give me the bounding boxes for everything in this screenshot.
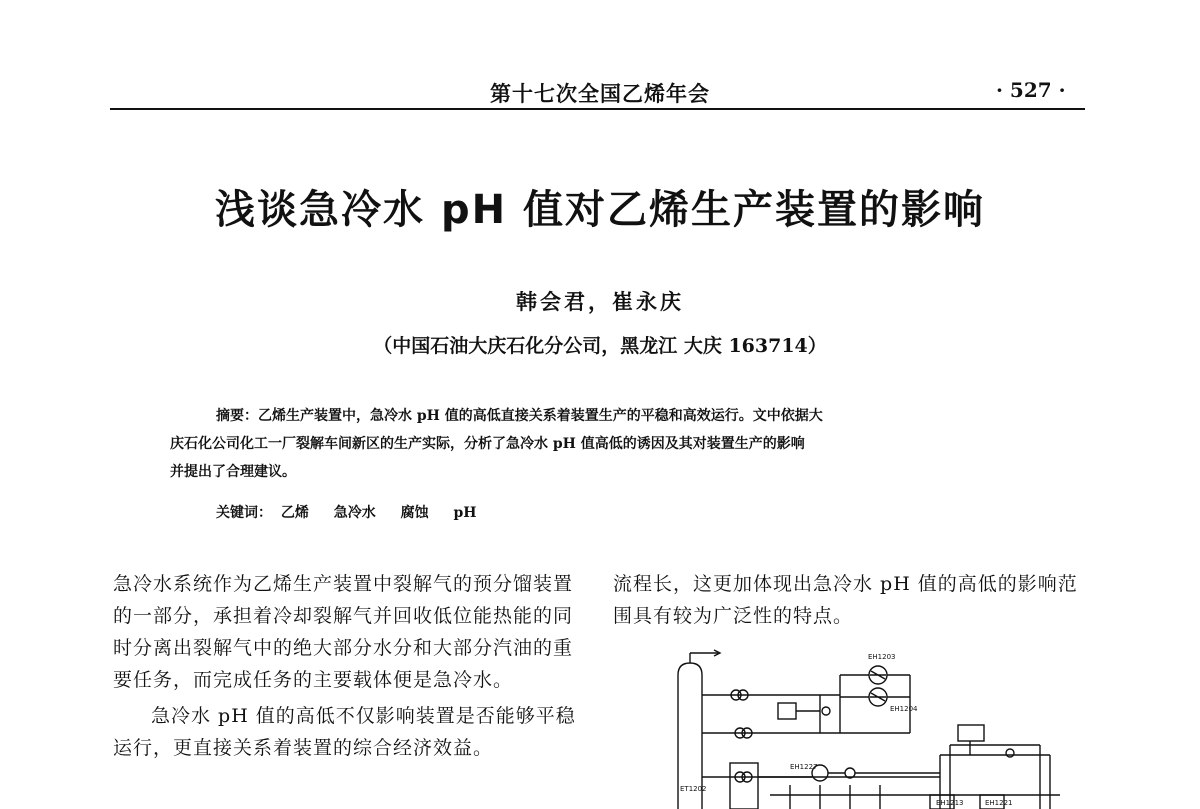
controller-box xyxy=(958,725,984,741)
vessel-box xyxy=(730,763,758,809)
keywords-label: 关键词： xyxy=(216,505,272,521)
keyword-item: 乙烯 xyxy=(280,505,309,521)
body-paragraph: 急冷水 pH 值的高低不仅影响装置是否能够平稳运行，更直接关系着装置的综合经济效益。 xyxy=(113,705,576,759)
body-right-column xyxy=(613,568,1093,632)
page-number: · 527 · xyxy=(996,78,1066,102)
figure-label: ET1202 xyxy=(680,785,707,793)
affiliation: （中国石油大庆石化分公司，黑龙江 大庆 163714） xyxy=(373,335,827,357)
body-left-column xyxy=(113,568,583,768)
keyword-item: pH xyxy=(453,505,477,521)
paper-title: 浅谈急冷水 pH 值对乙烯生产装置的影响 xyxy=(215,187,985,233)
abstract-line-3: 并提出了合理建议。 xyxy=(170,464,296,480)
figure-label: EH1213 xyxy=(936,799,964,807)
figure-label: EH1204 xyxy=(890,705,918,713)
controller-box xyxy=(778,703,796,719)
abstract-line-2: 庆石化公司化工一厂裂解车间新区的生产实际，分析了急冷水 pH 值高低的诱因及其对装置生产的影响 xyxy=(170,436,805,452)
header-rule xyxy=(110,108,1085,110)
figure-label: EH1203 xyxy=(868,653,896,661)
running-header-title: 第十七次全国乙烯年会 xyxy=(490,81,710,106)
figure-label: EH1227 xyxy=(790,763,818,771)
abstract-line-1: 摘要：乙烯生产装置中，急冷水 pH 值的高低直接关系着装置生产的平稳和高效运行。文中依据大 xyxy=(216,408,823,424)
keyword-item: 腐蚀 xyxy=(400,505,429,521)
process-flow-diagram xyxy=(640,645,1100,809)
body-paragraph: 急冷水系统作为乙烯生产装置中裂解气的预分馏装置的一部分，承担着冷却裂解气并回收低位能热能的同时分离出裂解气中的绝大部分水分和大部分汽油的重要任务，而完成任务的主要载体便是急冷水。 xyxy=(113,573,574,691)
figure-label: EH1221 xyxy=(985,799,1013,807)
abstract xyxy=(170,402,1020,486)
body-paragraph: 流程长，这更加体现出急冷水 pH 值的高低的影响范围具有较为广泛性的特点。 xyxy=(613,573,1078,627)
keywords xyxy=(216,502,497,522)
authors: 韩会君，崔永庆 xyxy=(516,289,684,314)
keyword-item: 急冷水 xyxy=(333,505,376,521)
